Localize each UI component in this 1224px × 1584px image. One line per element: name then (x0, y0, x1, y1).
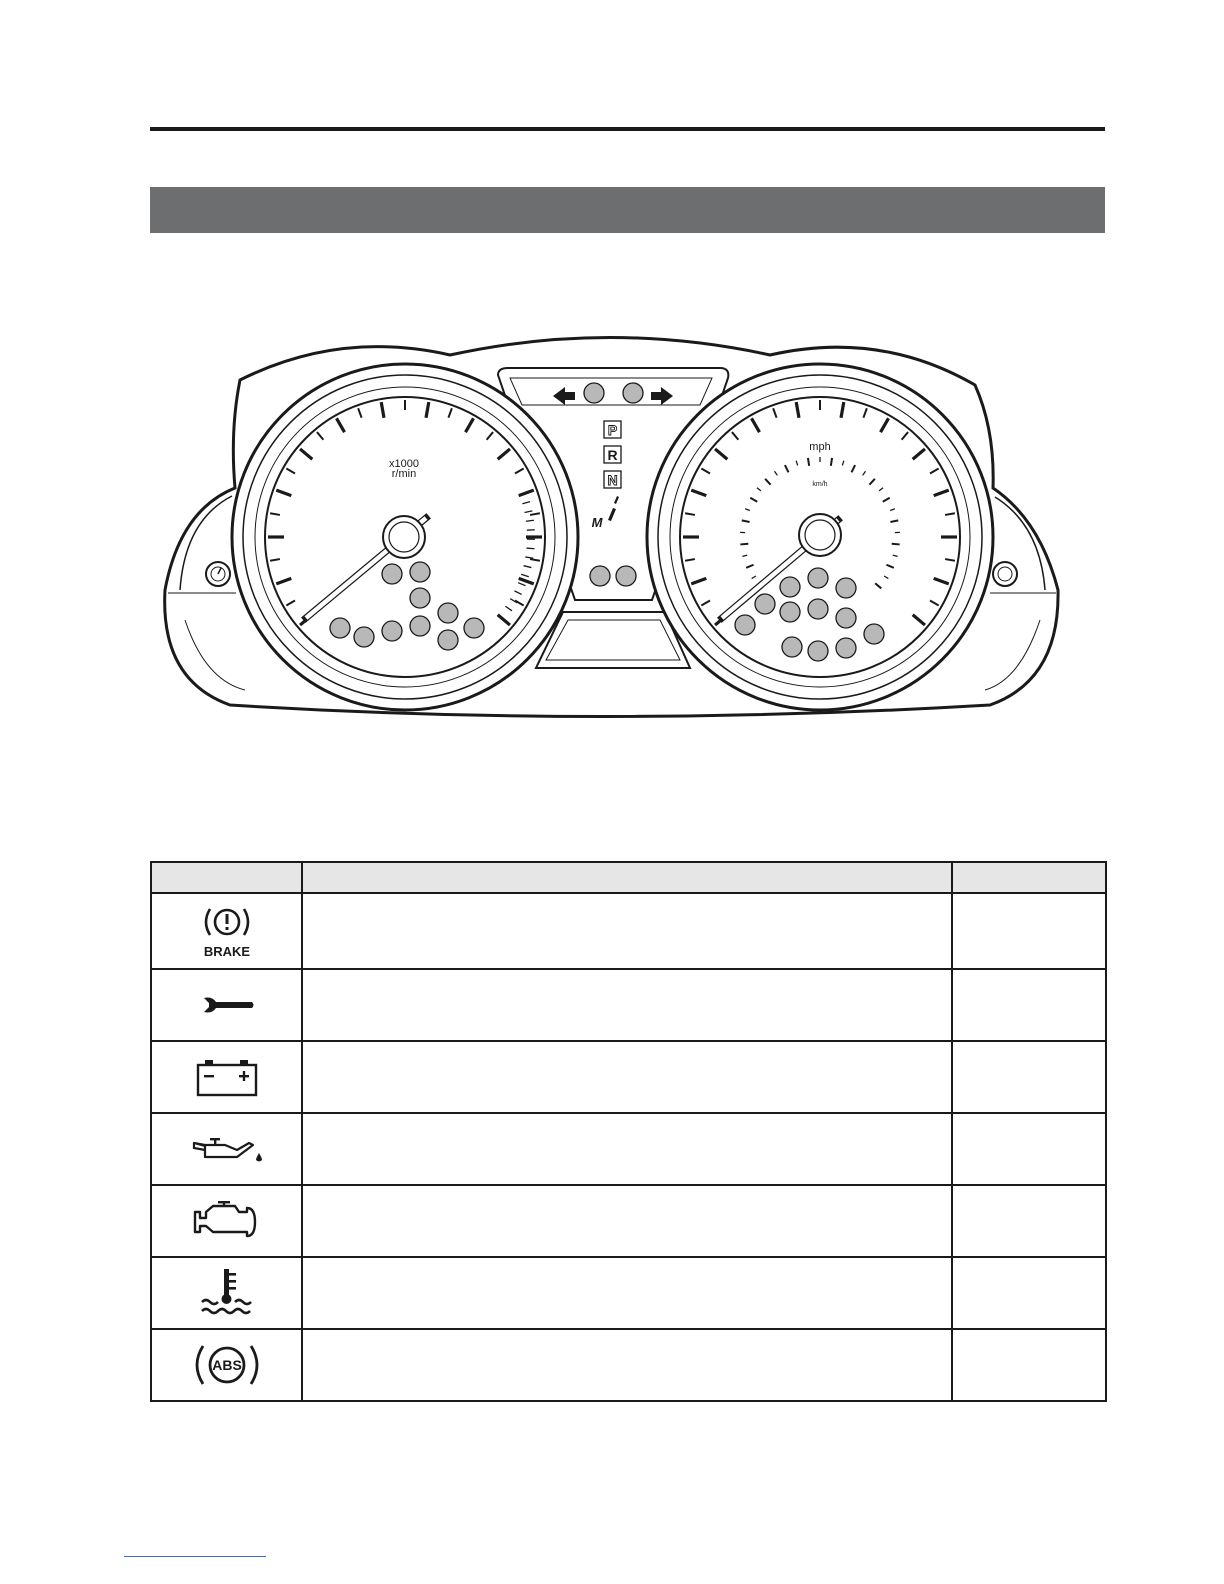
table-row (151, 1041, 1106, 1113)
indicator-lamp (616, 566, 636, 586)
description-cell (302, 1041, 952, 1113)
description-cell (302, 1185, 952, 1257)
gauge-tick (808, 458, 809, 466)
gear-n-label: N (607, 472, 618, 488)
top-rule (150, 127, 1105, 131)
header-reference (952, 862, 1106, 893)
icon-cell (151, 969, 302, 1041)
indicator-lamp (808, 641, 828, 661)
indicator-lamp (623, 383, 643, 403)
speedometer (647, 364, 993, 710)
indicator-lamp (410, 616, 430, 636)
warning-light-table (150, 861, 1107, 1402)
table-row (151, 1329, 1106, 1401)
table-row (151, 1113, 1106, 1185)
icon-cell (151, 1041, 302, 1113)
tach-unit-line2: r/min (391, 468, 417, 480)
reference-cell (952, 969, 1106, 1041)
footer-link-underline (124, 1556, 266, 1557)
indicator-lamp (464, 618, 484, 638)
indicator-lamp (780, 577, 800, 597)
description-cell (302, 1113, 952, 1185)
description-cell (302, 969, 952, 1041)
instrument-cluster-illustration (150, 325, 1070, 725)
coolant-temperature-icon (192, 1265, 262, 1321)
indicator-lamp (782, 637, 802, 657)
description-cell (302, 1329, 952, 1401)
indicator-lamp (410, 562, 430, 582)
icon-cell (151, 1329, 302, 1401)
icon-cell (151, 1113, 302, 1185)
indicator-lamp (438, 603, 458, 623)
gauge-tick (892, 544, 900, 545)
indicator-lamp (808, 599, 828, 619)
gauge-tick (740, 544, 748, 545)
gear-r-label: R (607, 447, 618, 463)
indicator-lamp (836, 608, 856, 628)
description-cell (302, 1257, 952, 1329)
section-header-band (150, 187, 1105, 233)
check-engine-icon (189, 1198, 265, 1244)
abs-warning-icon (189, 1338, 265, 1392)
table-row (151, 893, 1106, 969)
reference-cell (952, 1185, 1106, 1257)
header-description (302, 862, 952, 893)
reference-cell (952, 893, 1106, 969)
indicator-lamp (354, 627, 374, 647)
gauge-tick (831, 458, 832, 466)
reference-cell (952, 1329, 1106, 1401)
table-row (151, 1185, 1106, 1257)
table-row (151, 969, 1106, 1041)
table-header-row (151, 862, 1106, 893)
adjust-knob-right (993, 562, 1017, 586)
tach-unit-line1: x1000 (389, 458, 419, 470)
indicator-lamp (836, 578, 856, 598)
reference-cell (952, 1113, 1106, 1185)
indicator-lamp (755, 594, 775, 614)
abs-icon-text: ABS (211, 1357, 242, 1373)
indicator-lamp (864, 624, 884, 644)
brake-warning-icon (192, 900, 262, 962)
reference-cell (952, 1041, 1106, 1113)
description-cell (302, 893, 952, 969)
icon-cell (151, 1257, 302, 1329)
manual-mode-label: M (591, 515, 603, 530)
indicator-lamp (780, 602, 800, 622)
indicator-lamp (382, 564, 402, 584)
header-symbol (151, 862, 302, 893)
indicator-lamp (590, 566, 610, 586)
oil-pressure-icon (189, 1129, 265, 1169)
indicator-lamp (330, 618, 350, 638)
indicator-lamp (584, 383, 604, 403)
wrench-service-icon (192, 985, 262, 1025)
brake-icon-text: BRAKE (203, 944, 250, 959)
indicator-lamp (410, 588, 430, 608)
reference-cell (952, 1257, 1106, 1329)
redzone-mark (526, 548, 534, 549)
indicator-lamp (836, 638, 856, 658)
gear-p-label: P (607, 422, 618, 438)
table-row (151, 1257, 1106, 1329)
icon-cell (151, 1185, 302, 1257)
speed-unit-primary: mph (809, 441, 831, 453)
indicator-lamp (438, 630, 458, 650)
indicator-lamp (735, 615, 755, 635)
indicator-lamp (382, 621, 402, 641)
speed-unit-secondary: km/h (812, 481, 828, 488)
icon-cell (151, 893, 302, 969)
tachometer (232, 364, 578, 710)
battery-charge-icon (192, 1055, 262, 1099)
indicator-lamp (808, 568, 828, 588)
